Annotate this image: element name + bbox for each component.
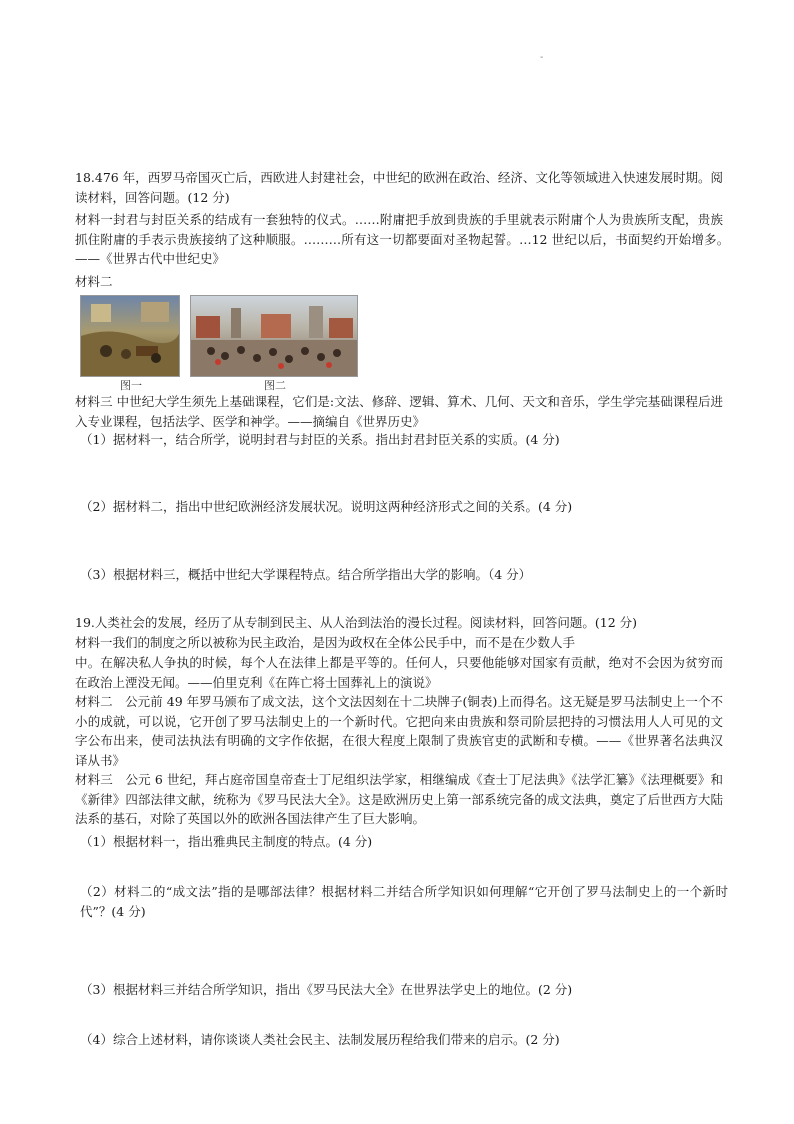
header-mark: - [540,52,544,63]
q18-question-2: （2）据材料二，指出中世纪欧洲经济发展状况。说明这两种经济形式之间的关系。(4 分) [80,499,573,514]
figure-1-caption: 图一 [120,379,142,392]
q19-material-2: 材料二 公元前 49 年罗马颁布了成文法，这个文法因刻在十二块牌子(铜表)上而得名。这无疑是罗马法制史上一个不小的成就，可以说，它开创了罗马法制史上的一个新时代。它把向来由贵族和祭司阶层把持的习惯法用人人可见的文字公布出来，使司法执法有明确的文字作依据，在很大程度上限制了贵族官吏的武断和专横。——《世界著名法典汉译从书》 [75,694,723,768]
q18-material-3: 材料三 中世纪大学生须先上基础课程，它们是:文法、修辞、逻辑、算术、几何、天文和音乐，学生学完基础课程后进入专业课程，包括法学、医学和神学。——摘编自《世界历史》 [75,394,723,429]
q19-question-1: （1）根据材料一，指出雅典民主制度的特点。(4 分) [80,834,373,849]
figure-2-image [190,295,358,377]
q19-material-3: 材料三 公元 6 世纪，拜占庭帝国皇帝查士丁尼组织法学家，相继编成《查士丁尼法典》《法学汇纂》《法理概要》和《新律》四部法律文献，统称为《罗马民法大全》。这是欧洲历史上第一部系统完备的成文法典，奠定了后世西方大陆法系的基石，对除了英国以外的欧洲各国法律产生了巨大影响。 [75,772,723,826]
q19-question-2: （2）材料二的“成文法”指的是哪部法律？根据材料二并结合所学知识如何理解“它开创了罗马法制史上的一个新时代”？(4 分) [80,884,728,919]
q18-question-3: （3）根据材料三，概括中世纪大学课程特点。结合所学指出大学的影响。（4 分） [80,567,532,582]
q18-intro: 18.476 年，西罗马帝国灭亡后，西欧进人封建社会，中世纪的欧洲在政治、经济、文化等领域进入快速发展时期。阅读材料，回答问题。(12 分) [75,170,723,205]
figure-2-caption: 图二 [264,379,286,392]
q18-material-1: 材料一封君与封臣关系的结成有一套独特的仪式。……附庸把手放到贵族的手里就表示附庸个人为贵族所支配，贵族抓住附庸的手表示贵族接纳了这种顺服。………所有这一切都要面对圣物起誓。…12 世纪以后，书面契约开始增多。 ——《世界古代中世纪史》 [75,212,736,266]
figure-1-image [80,295,180,377]
q18-material-2-label: 材料二 [75,274,113,289]
q19-question-4: （4）综合上述材料，请你谈谈人类社会民主、法制发展历程给我们带来的启示。(2 分) [80,1032,560,1047]
q19-intro: 19.人类社会的发展，经历了从专制到民主、从人治到法治的漫长过程。阅读材料，回答问题。(12 分) [75,615,638,630]
material-2-figures [80,295,370,392]
q19-material-1: 中。在解决私人争执的时候，每个人在法律上都是平等的。任何人，只要他能够对国家有贡献，绝对不会因为贫穷而在政治上湮没无闻。——伯里克利《在阵亡将士国葬礼上的演说》 [75,655,723,690]
q19-material-1-line1: 材料一我们的制度之所以被称为民主政治，是因为政权在全体公民手中，而不是在少数人手 [75,635,576,650]
q18-question-1: （1）据材料一，结合所学，说明封君与封臣的关系。指出封君封臣关系的实质。(4 分) [80,432,560,447]
q19-question-3: （3）根据材料三并结合所学知识，指出《罗马民法大全》在世界法学史上的地位。(2 分) [80,982,573,997]
